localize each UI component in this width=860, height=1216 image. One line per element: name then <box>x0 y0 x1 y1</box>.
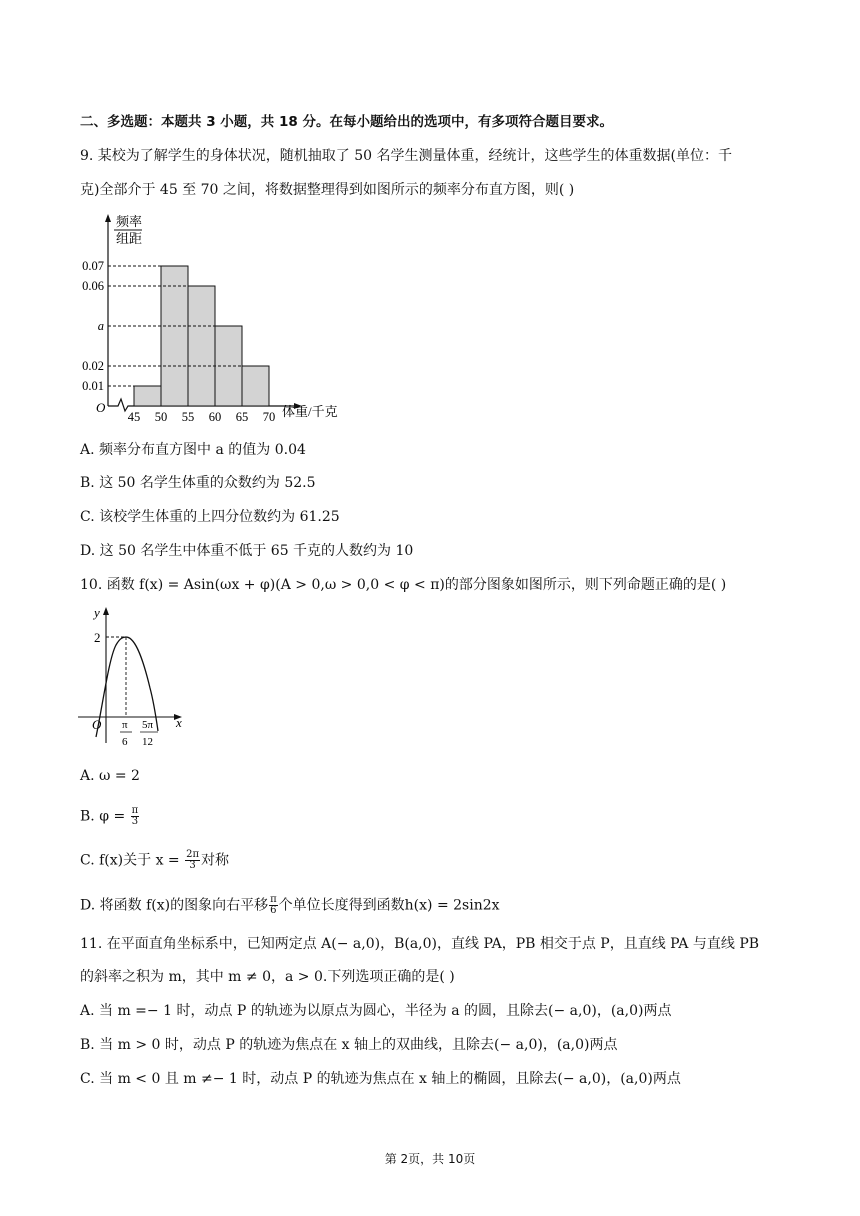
q9-stem-line2: 克)全部介于 45 至 70 之间，将数据整理得到如图所示的频率分布直方图，则( ) <box>80 182 575 198</box>
q11-option-c: C. 当 m < 0 且 m ≠− 1 时，动点 P 的轨迹为焦点在 x 轴上的椭圆，且除去(− a,0)，(a,0)两点 <box>80 1071 681 1087</box>
q9-option-b: B. 这 50 名学生体重的众数约为 52.5 <box>80 475 316 491</box>
q10-option-b-text: B. φ = <box>80 808 130 825</box>
x-tick-label: 65 <box>235 410 249 424</box>
q10-option-c-suffix: 对称 <box>201 852 230 869</box>
histogram-bar <box>242 366 269 406</box>
x-tick-label: 55 <box>181 410 195 424</box>
chart-ylabel-top: 频率 <box>116 214 143 229</box>
q9-option-c: C. 该校学生体重的上四分位数约为 61.25 <box>80 509 340 525</box>
y-tick-label: 0.07 <box>82 259 104 273</box>
x-tick-label: 45 <box>127 410 141 424</box>
section-header: 二、多选题：本题共 3 小题，共 18 分。在每小题给出的选项中，有多项符合题目要求。 <box>80 114 613 130</box>
q10-option-a: A. ω = 2 <box>80 768 140 784</box>
q11-stem-line1: 11. 在平面直角坐标系中，已知两定点 A(− a,0)，B(a,0)，直线 PA，PB 相交于点 P，且直线 PA 与直线 PB <box>80 936 760 952</box>
q10-option-d-text: D. 将函数 f(x)的图象向右平移 <box>80 897 269 914</box>
graph-tick1-num: π <box>122 719 128 731</box>
x-tick-label: 70 <box>262 410 276 424</box>
q10-option-b <box>80 806 140 827</box>
q11-option-b: B. 当 m > 0 时，动点 P 的轨迹为焦点在 x 轴上的双曲线，且除去(− a,0)，(a,0)两点 <box>80 1037 618 1053</box>
q9-stem-line1: 9. 某校为了解学生的身体状况，随机抽取了 50 名学生测量体重，经统计，这些学生的体重数据(单位：千 <box>80 148 732 164</box>
q11-stem-line2: 的斜率之积为 m，其中 m ≠ 0，a > 0.下列选项正确的是( ) <box>80 969 455 985</box>
q9-option-a: A. 频率分布直方图中 a 的值为 0.04 <box>80 442 306 458</box>
histogram-bar <box>161 266 188 406</box>
y-tick-label: 0.06 <box>82 279 104 293</box>
y-tick-label: a <box>97 319 104 333</box>
histogram-chart <box>74 210 344 425</box>
histogram-bar <box>134 386 161 406</box>
graph-origin: O <box>92 717 102 732</box>
sine-graph <box>76 603 196 748</box>
x-tick-label: 60 <box>208 410 222 424</box>
chart-origin: O <box>96 400 106 415</box>
histogram-bar <box>188 286 215 406</box>
graph-max-label: 2 <box>94 630 101 645</box>
graph-tick2-num: 5π <box>142 719 154 731</box>
graph-x-label: x <box>176 715 182 730</box>
q11-option-a: A. 当 m =− 1 时，动点 P 的轨迹为以原点为圆心，半径为 a 的圆，且除去(− a,0)，(a,0)两点 <box>80 1003 672 1019</box>
q10-option-d <box>80 895 500 916</box>
q10-stem: 10. 函数 f(x) = Asin(ωx + φ)(A > 0,ω > 0,0 < φ < π)的部分图象如图所示，则下列命题正确的是( ) <box>80 577 727 593</box>
page-footer: 第 2页，共 10页 <box>384 1152 476 1166</box>
fraction-2pi-over-3: $\frac{2\pi}{3}$ <box>186 849 200 871</box>
chart-ylabel-bottom: 组距 <box>116 231 143 246</box>
graph-tick2-den: 12 <box>142 736 153 748</box>
x-tick-label: 50 <box>154 410 168 424</box>
q10-option-d-suffix: 个单位长度得到函数h(x) = 2sin2x <box>278 897 500 914</box>
graph-y-label: y <box>94 605 100 620</box>
fraction-pi-over-3: $\frac{\pi}{3}$ <box>131 805 139 827</box>
q10-option-c <box>80 850 229 871</box>
y-tick-label: 0.02 <box>82 359 104 373</box>
chart-xlabel: 体重/千克 <box>282 404 338 419</box>
y-tick-label: 0.01 <box>82 379 104 393</box>
q10-option-c-text: C. f(x)关于 x = <box>80 852 185 869</box>
fraction-pi-over-6: $\frac{\pi}{6}$ <box>270 894 277 916</box>
graph-tick1-den: 6 <box>122 736 128 748</box>
q9-option-d: D. 这 50 名学生中体重不低于 65 千克的人数约为 10 <box>80 543 414 559</box>
